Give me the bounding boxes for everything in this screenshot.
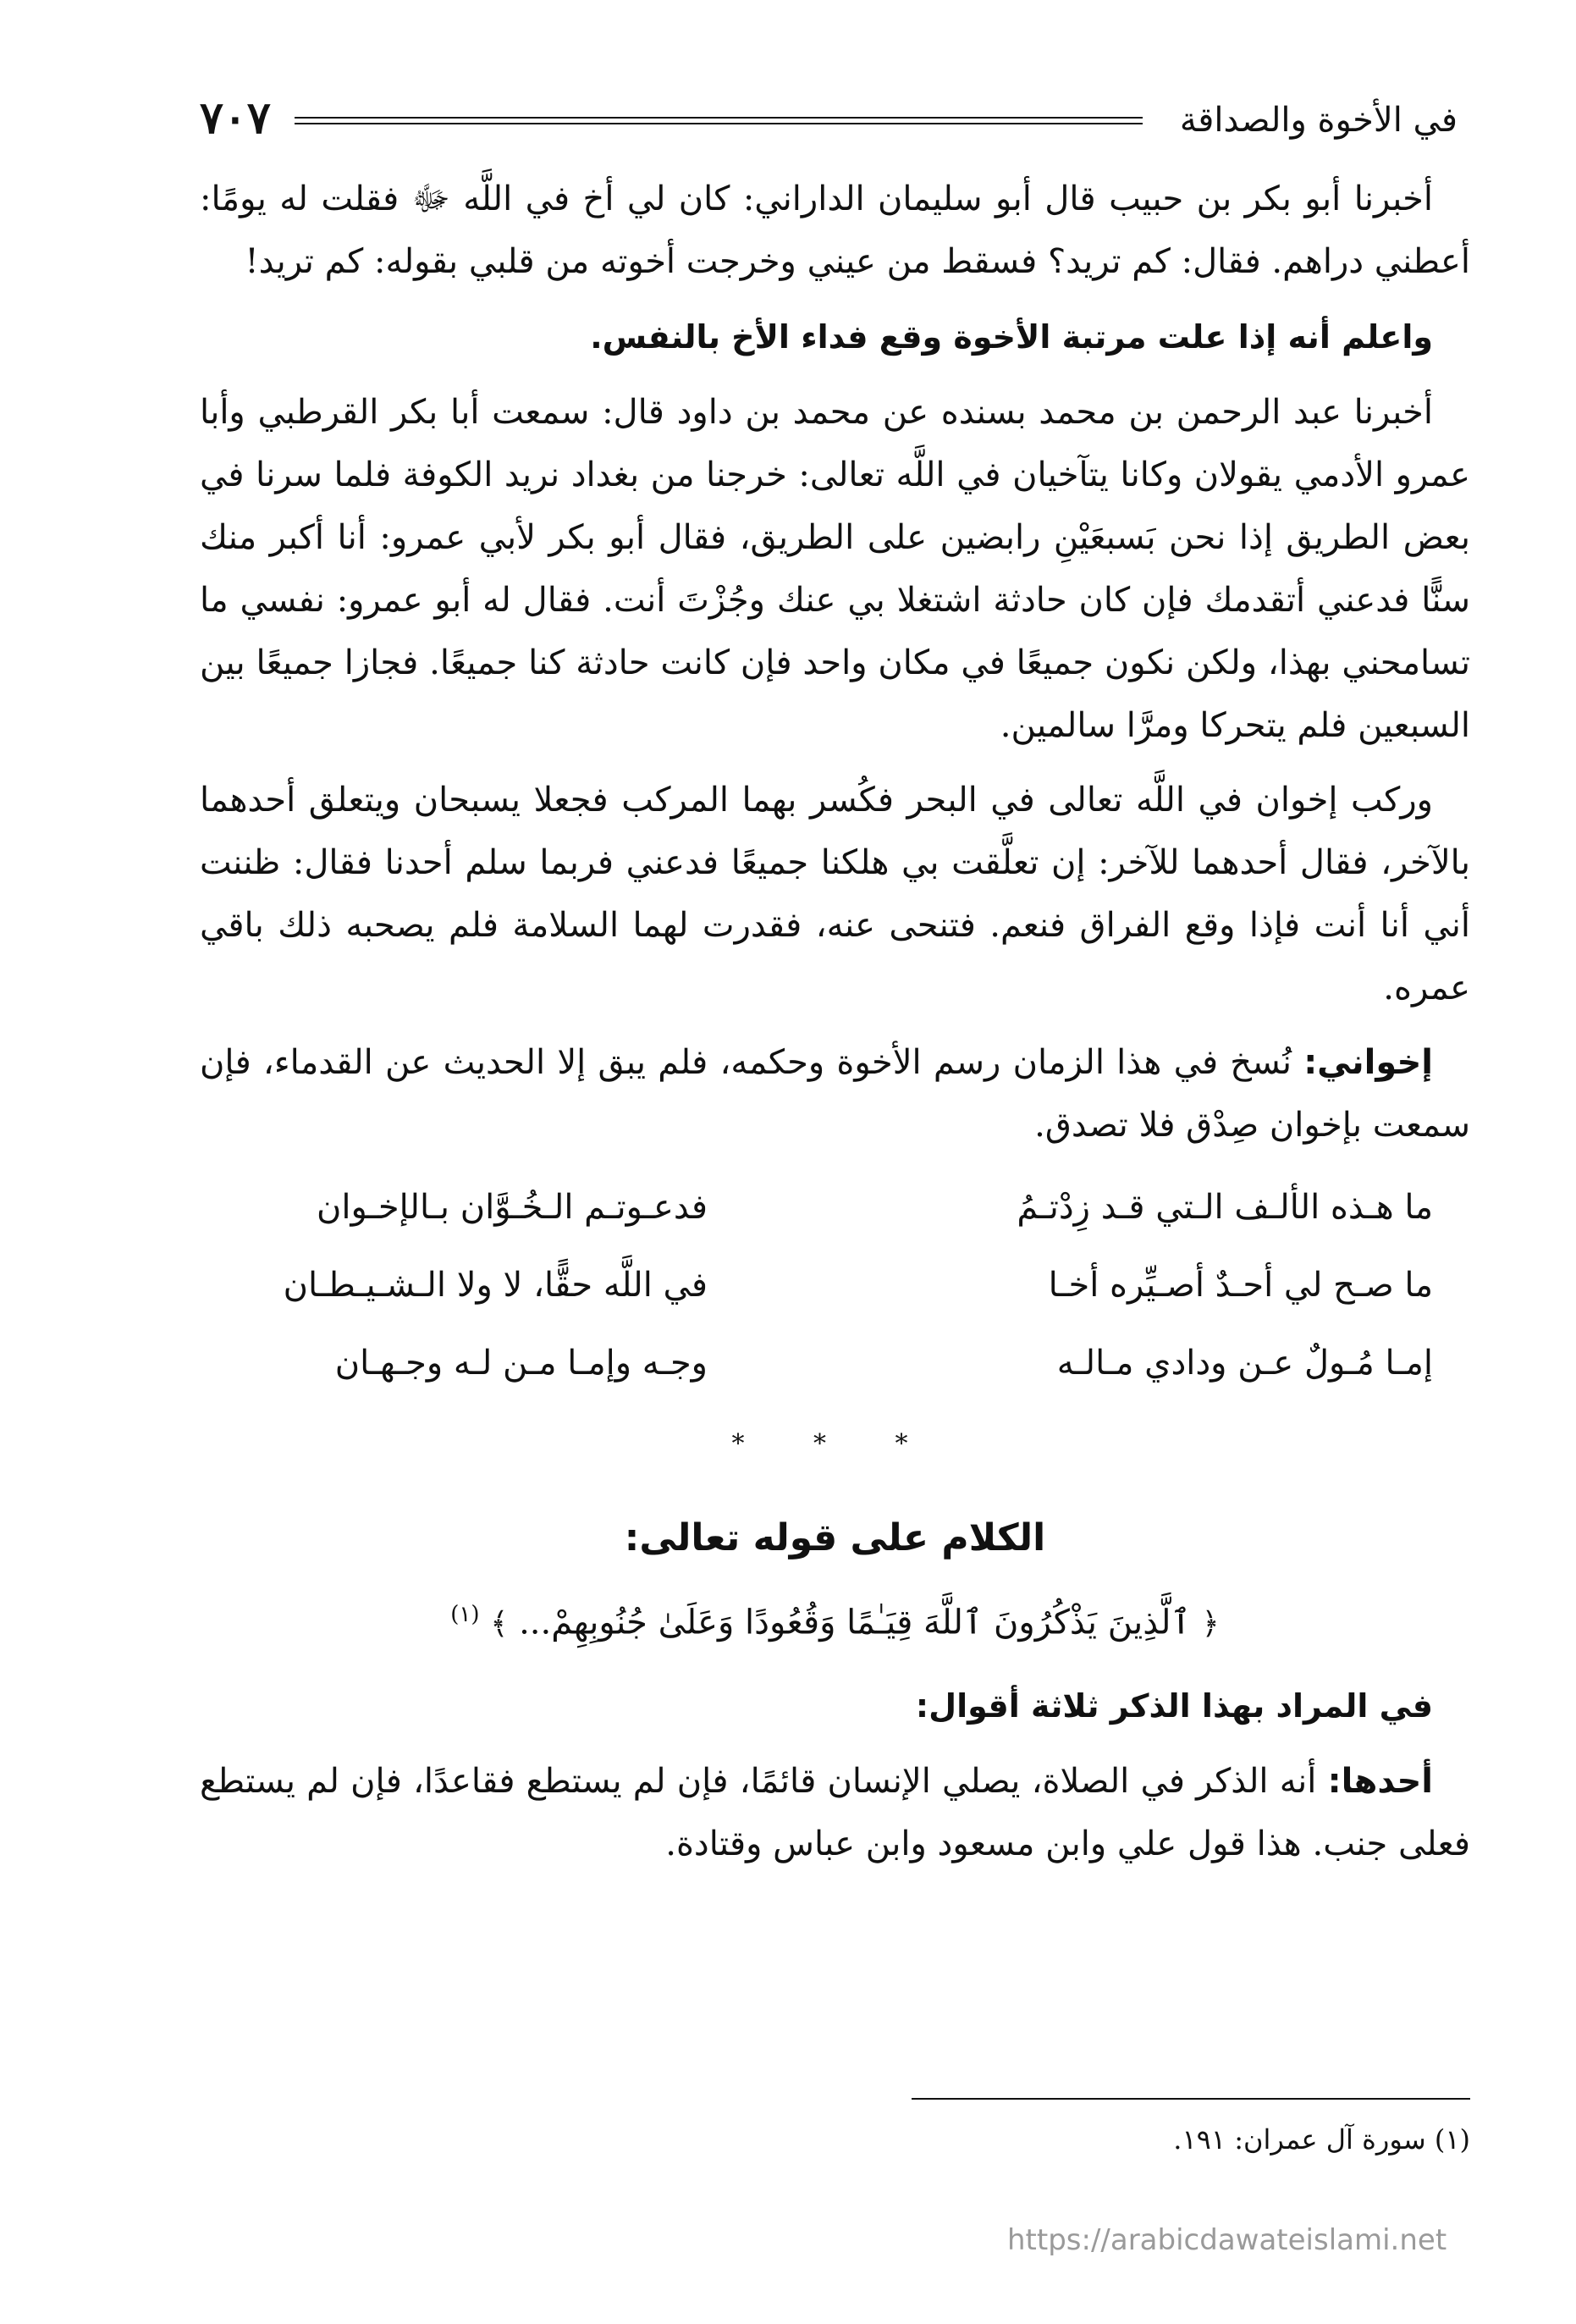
paragraph-two-lions: أخبرنا عبد الرحمن بن محمد بسنده عن محمد بن داود قال: سمعت أبا بكر القرطبي وأبا عمرو الأدمي يقولان وكانا يتآخيان في اللَّه تعالى: خرجنا من بغداد نريد الكوفة فلما سرنا في بعض الطريق إذا نحن بَسبعَيْنِ رابضين على الطريق، فقال أبو بكر لأبي عمرو: أنا أكبر منك سنًّا فدعني أتقدمك فإن كان حادثة اشتغلا بي عنك وجُزْتَ أنت. فقال له أبو عمرو: نفسي ما تسامحني بهذا، ولكن نكون جميعًا في مكان واحد فإن كانت حادثة كنا جميعًا. فجازا جميعًا بين السبعين فلم يتحركا ومرَّا سالمين. (200, 393, 1470, 745)
poem-verse (200, 1246, 1470, 1324)
verse-first-hemistich: ما هـذه الألـف الـتي قـد زِدْتـمُ (1017, 1188, 1433, 1227)
watermark-url: https://arabicdawateislami.net (1007, 2223, 1447, 2257)
footnote-rule (912, 2098, 1470, 2100)
paragraph-abu-sulayman: أخبرنا أبو بكر بن حبيب قال أبو سليمان الداراني: كان لي أخ في اللَّه ﷻ فقلت له يومًا: أعطني دراهم. فقال: كم تريد؟ فسقط من عيني وخرجت أخوته من قلبي بقوله: كم تريد! (200, 179, 1470, 281)
page-body (200, 168, 1470, 1887)
quran-verse (200, 1576, 1470, 1662)
paragraph-text: نُسخ في هذا الزمان رسم الأخوة وحكمه، فلم يبق إلا الحديث عن القدماء، فإن سمعت بإخوان صِدْق فلا تصدق. (200, 1043, 1470, 1145)
poem (200, 1168, 1470, 1402)
footnote: (١) سورة آل عمران: ١٩١. (1173, 2123, 1470, 2156)
verse-second-hemistich: فدعـوتـم الـخُـوَّان بـالإخـوان (317, 1188, 708, 1227)
heading-brotherhood-rank: واعلم أنه إذا علت مرتبة الأخوة وقع فداء الأخ بالنفس. (590, 318, 1433, 356)
header-rule-double (295, 123, 1143, 124)
paragraph-sea-brothers: وركب إخوان في اللَّه تعالى في البحر فكُسر بهما المركب فجعلا يسبحان ويتعلق أحدهما بالآخر، فقال أحدهما للآخر: إن تعلَّقت بي هلكنا جميعًا فدعني فربما سلم أحدنا فقال: ظننت أني أنا أنت فإذا وقع الفراق فنعم. فتنحى عنه، فقدرت لهما السلامة فلم يصحبه ذلك باقي عمره. (200, 781, 1470, 1007)
lead-word: إخواني: (1303, 1043, 1433, 1082)
page-number: ٧٠٧ (200, 92, 271, 144)
running-header (200, 92, 1458, 146)
poem-verse (200, 1168, 1470, 1246)
ayah-bracket-close: ﴾ (490, 1606, 509, 1642)
paragraph-brothers-address (200, 1031, 1470, 1156)
section-title: الكلام على قوله تعالى: (624, 1516, 1046, 1559)
ayah-bracket-open: ﴿ (1201, 1606, 1220, 1642)
verse-second-hemistich: وجـه وإمـا مـن لـه وجـهـان (334, 1344, 708, 1383)
paragraph-text: أنه الذكر في الصلاة، يصلي الإنسان قائمًا، فإن لم يستطع فقاعدًا، فإن لم يستطع فعلى جنب. هذا قول علي وابن مسعود وابن عباس وقتادة. (200, 1762, 1470, 1864)
chapter-title: في الأخوة والصداقة (1179, 101, 1458, 140)
section-separator: * * * (731, 1429, 939, 1459)
footnote-ref: (١) (450, 1602, 480, 1627)
verse-first-hemistich: ما صـح لي أحـدٌ أصـيِّره أخـا (1048, 1266, 1433, 1305)
paragraph-first-view (200, 1750, 1470, 1875)
poem-verse (200, 1324, 1470, 1402)
header-rule (295, 117, 1143, 119)
subheading-three-views: في المراد بهذا الذكر ثلاثة أقوال: (915, 1687, 1433, 1725)
ayah-text: ٱلَّذِينَ يَذْكُرُونَ ٱللَّهَ قِيَـٰمًا وَقُعُودًا وَعَلَىٰ جُنُوبِهِمْ... (519, 1603, 1191, 1642)
verse-first-hemistich: إمـا مُـولٌ عـن ودادي مـالـه (1056, 1344, 1433, 1383)
verse-second-hemistich: في اللَّه حقًّا، لا ولا الـشـيـطـان (283, 1266, 708, 1305)
lead-word: أحدها: (1327, 1762, 1433, 1802)
